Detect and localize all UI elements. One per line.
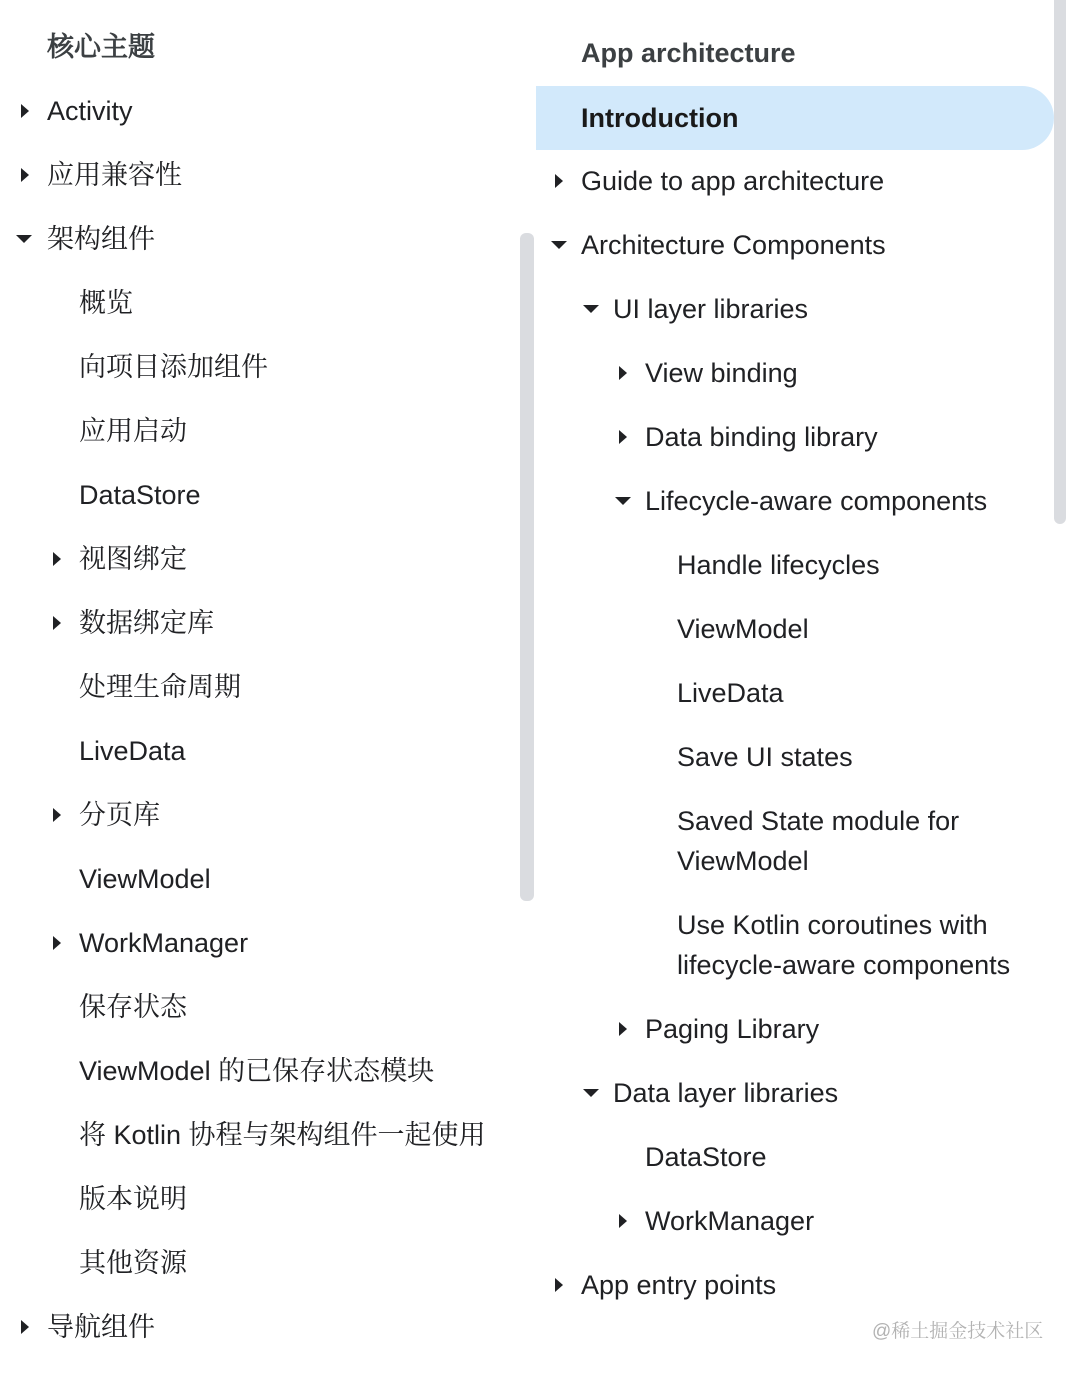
nav-item-label: 架构组件	[47, 224, 155, 254]
nav-item-other-resources[interactable]	[0, 1239, 520, 1287]
nav-item-add-components[interactable]	[0, 343, 520, 391]
nav-item-label: Architecture Components	[581, 230, 886, 260]
right-nav-panel	[536, 0, 1054, 1374]
expand-arrow-icon[interactable]	[619, 366, 627, 380]
nav-item-label: ViewModel	[677, 614, 809, 644]
nav-item-label: View binding	[645, 358, 798, 388]
nav-item-label: Save UI states	[677, 742, 853, 772]
nav-item-viewmodel-saved-state[interactable]	[0, 1047, 520, 1095]
nav-item-kotlin-coroutines-en[interactable]	[536, 905, 1054, 993]
nav-item-label: LiveData	[79, 736, 186, 766]
nav-item-label: 版本说明	[79, 1184, 187, 1214]
nav-item-introduction[interactable]	[536, 86, 1054, 150]
nav-item-ui-layer-libraries[interactable]	[536, 285, 1054, 333]
collapse-arrow-icon[interactable]	[615, 497, 631, 505]
nav-item-paging[interactable]	[0, 791, 520, 839]
nav-item-overview[interactable]	[0, 279, 520, 327]
nav-item-livedata-en[interactable]	[536, 669, 1054, 717]
nav-item-viewmodel[interactable]	[0, 855, 520, 903]
nav-item-viewmodel-en[interactable]	[536, 605, 1054, 653]
nav-item-saved-state-module[interactable]	[536, 801, 1054, 889]
nav-item-handle-lifecycles[interactable]	[536, 541, 1054, 589]
nav-item-livedata[interactable]	[0, 727, 520, 775]
nav-item-label: 处理生命周期	[79, 672, 241, 702]
nav-item-label: Guide to app architecture	[581, 166, 885, 196]
nav-item-save-state[interactable]	[0, 983, 520, 1031]
expand-arrow-icon[interactable]	[555, 174, 563, 188]
nav-item-data-layer-libraries[interactable]	[536, 1069, 1054, 1117]
nav-item-label: 视图绑定	[79, 544, 187, 574]
collapse-arrow-icon[interactable]	[583, 305, 599, 313]
nav-item-architecture-components[interactable]	[536, 221, 1054, 269]
expand-arrow-icon[interactable]	[53, 936, 61, 950]
nav-item-label: Use Kotlin coroutines with lifecycle-aware components	[677, 910, 1011, 980]
left-nav-panel	[0, 0, 520, 1374]
nav-item-label: Paging Library	[645, 1014, 820, 1044]
nav-item-guide-app-arch[interactable]	[536, 157, 1054, 205]
nav-item-navigation[interactable]	[0, 1303, 520, 1351]
nav-item-label: Lifecycle-aware components	[645, 486, 988, 516]
nav-item-view-binding[interactable]	[0, 535, 520, 583]
nav-item-datastore[interactable]	[0, 471, 520, 519]
collapse-arrow-icon[interactable]	[551, 241, 567, 249]
nav-item-label: 应用兼容性	[47, 160, 182, 190]
collapse-arrow-icon[interactable]	[16, 235, 32, 243]
nav-item-label: Data layer libraries	[613, 1078, 839, 1108]
nav-item-label: Activity	[47, 96, 133, 126]
nav-item-label: DataStore	[79, 480, 201, 510]
expand-arrow-icon[interactable]	[21, 104, 29, 118]
watermark-text: @稀土掘金技术社区	[872, 1321, 1044, 1342]
nav-item-save-ui-states[interactable]	[536, 733, 1054, 781]
nav-item-label: ViewModel	[79, 864, 211, 894]
left-nav-heading-label: 核心主题	[47, 32, 155, 62]
nav-item-label: LiveData	[677, 678, 784, 708]
nav-item-label: WorkManager	[645, 1206, 815, 1236]
expand-arrow-icon[interactable]	[619, 1022, 627, 1036]
nav-item-label: Data binding library	[645, 422, 878, 452]
nav-item-lifecycle-aware[interactable]	[536, 477, 1054, 525]
nav-item-label: App entry points	[581, 1270, 777, 1300]
nav-item-datastore-en[interactable]	[536, 1133, 1054, 1181]
nav-item-label: 其他资源	[79, 1248, 187, 1278]
nav-item-label: 分页库	[79, 800, 160, 830]
expand-arrow-icon[interactable]	[53, 808, 61, 822]
nav-item-view-binding-en[interactable]	[536, 349, 1054, 397]
nav-item-data-binding-library[interactable]	[536, 413, 1054, 461]
nav-item-label: ViewModel 的已保存状态模块	[79, 1056, 435, 1086]
nav-item-lifecycle[interactable]	[0, 663, 520, 711]
collapse-arrow-icon[interactable]	[583, 1089, 599, 1097]
nav-item-label: DataStore	[645, 1142, 767, 1172]
nav-item-label: UI layer libraries	[613, 294, 809, 324]
nav-item-app-compat[interactable]	[0, 151, 520, 199]
left-nav-heading	[0, 23, 520, 71]
nav-item-label: 导航组件	[47, 1312, 155, 1342]
nav-item-activity[interactable]	[0, 87, 520, 135]
nav-item-app-startup[interactable]	[0, 407, 520, 455]
nav-item-arch-components[interactable]	[0, 215, 520, 263]
left-scrollbar[interactable]	[520, 233, 534, 901]
nav-item-label: 概览	[79, 288, 133, 318]
nav-item-kotlin-coroutines[interactable]	[0, 1111, 520, 1159]
nav-item-paging-library[interactable]	[536, 1005, 1054, 1053]
nav-item-app-entry-points[interactable]	[536, 1261, 1054, 1309]
right-nav-heading-label: App architecture	[581, 38, 796, 68]
nav-item-label: 数据绑定库	[79, 608, 214, 638]
right-scrollbar[interactable]	[1054, 0, 1066, 524]
expand-arrow-icon[interactable]	[53, 552, 61, 566]
nav-item-label: 应用启动	[79, 416, 187, 446]
nav-item-label: WorkManager	[79, 928, 249, 958]
expand-arrow-icon[interactable]	[555, 1278, 563, 1292]
nav-item-label: Introduction	[581, 103, 739, 133]
nav-item-release-notes[interactable]	[0, 1175, 520, 1223]
expand-arrow-icon[interactable]	[619, 430, 627, 444]
nav-item-label: 将 Kotlin 协程与架构组件一起使用	[79, 1120, 486, 1150]
expand-arrow-icon[interactable]	[21, 1320, 29, 1334]
expand-arrow-icon[interactable]	[53, 616, 61, 630]
expand-arrow-icon[interactable]	[21, 168, 29, 182]
nav-item-label: Saved State module for ViewModel	[677, 806, 960, 876]
nav-item-workmanager-en[interactable]	[536, 1197, 1054, 1245]
nav-item-label: Handle lifecycles	[677, 550, 880, 580]
right-nav-heading	[536, 29, 1054, 77]
nav-item-label: 保存状态	[79, 992, 187, 1022]
nav-item-label: 向项目添加组件	[79, 352, 268, 382]
expand-arrow-icon[interactable]	[619, 1214, 627, 1228]
nav-item-data-binding[interactable]	[0, 599, 520, 647]
nav-item-workmanager[interactable]	[0, 919, 520, 967]
